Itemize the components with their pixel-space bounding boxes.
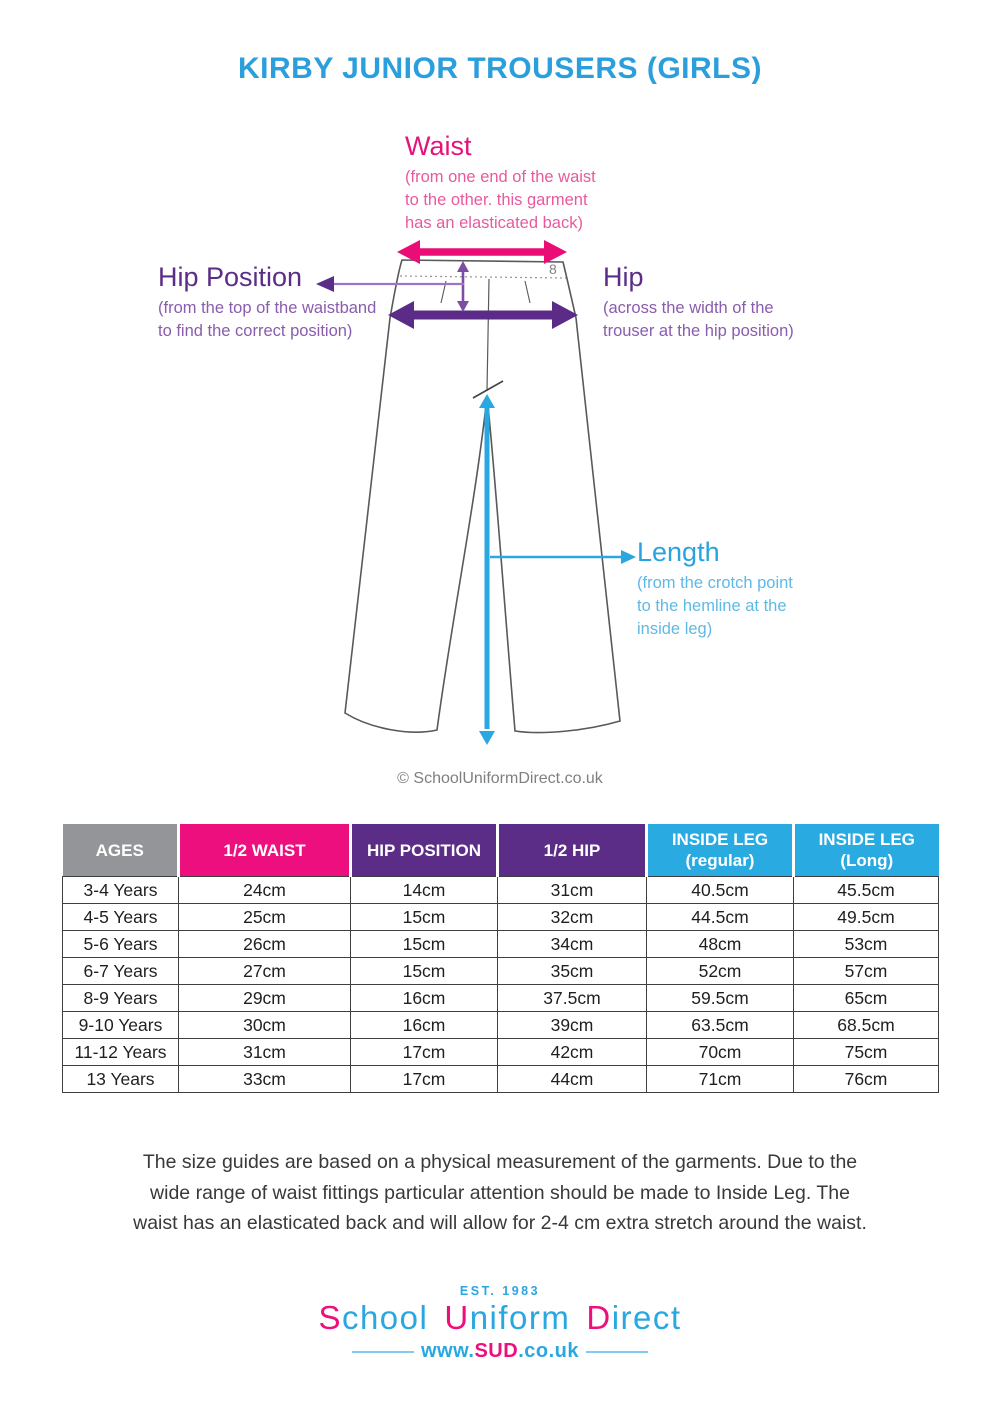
table-cell: 3-4 Years [63,877,179,904]
table-cell: 33cm [179,1066,351,1093]
table-cell: 68.5cm [794,1012,939,1039]
table-cell: 53cm [794,931,939,958]
table-cell: 4-5 Years [63,904,179,931]
col-header-half-hip [498,824,647,877]
hip-position-annotation [158,262,376,343]
table-cell: 37.5cm [498,985,647,1012]
length-annotation-line: to the hemline at the [637,597,787,615]
logo-word-uniform: Uniform [444,1299,571,1336]
table-cell: 42cm [498,1039,647,1066]
col-header-sub: (regular) [685,851,755,870]
table-cell: 15cm [351,958,498,985]
logo-word-school: School [318,1299,429,1336]
table-cell: 13 Years [63,1066,179,1093]
table-cell: 57cm [794,958,939,985]
table-row [63,1066,939,1093]
col-header-hip-position [351,824,498,877]
col-header-inside-leg-regular [647,824,794,877]
size-table [62,824,939,1093]
table-row [63,877,939,904]
table-cell: 11-12 Years [63,1039,179,1066]
table-cell: 17cm [351,1066,498,1093]
logo-word-direct: Direct [586,1299,682,1336]
col-header-sub: (Long) [840,851,894,870]
col-header-label: HIP POSITION [367,840,481,860]
table-cell: 32cm [498,904,647,931]
table-cell: 71cm [647,1066,794,1093]
table-row [63,985,939,1012]
table-cell: 25cm [179,904,351,931]
size-table-body [63,877,939,1093]
table-row [63,1039,939,1066]
hip-position-annotation-line: (from the top of the waistband [158,299,377,317]
logo-url: www.SUD.co.uk [420,1340,579,1362]
table-row [63,958,939,985]
table-cell: 59.5cm [647,985,794,1012]
length-annotation-heading: Length [637,537,720,567]
table-cell: 63.5cm [647,1012,794,1039]
hip-annotation-line: (across the width of the [603,299,774,317]
table-cell: 52cm [647,958,794,985]
table-row [63,1012,939,1039]
tagline-rule-right [586,1351,648,1353]
waist-annotation-line: has an elasticated back) [405,214,583,232]
table-cell: 30cm [179,1012,351,1039]
table-cell: 15cm [351,931,498,958]
hip-annotation [603,262,794,343]
note-line: waist has an elasticated back and will allow for 2-4 cm extra stretch around the waist. [133,1212,867,1234]
page-title: KIRBY JUNIOR TROUSERS (GIRLS) [238,52,762,85]
table-cell: 15cm [351,904,498,931]
table-cell: 45.5cm [794,877,939,904]
table-cell: 8-9 Years [63,985,179,1012]
table-cell: 70cm [647,1039,794,1066]
table-cell: 76cm [794,1066,939,1093]
waistband-size-label: 8 [549,261,557,277]
table-row [63,904,939,931]
waist-annotation [405,131,596,235]
col-header-half-waist [179,824,351,877]
table-cell: 44.5cm [647,904,794,931]
col-header-label: AGES [95,840,144,860]
table-cell: 6-7 Years [63,958,179,985]
table-cell: 49.5cm [794,904,939,931]
table-cell: 40.5cm [647,877,794,904]
logo-established-text: EST. 1983 [459,1284,541,1298]
table-cell: 26cm [179,931,351,958]
waist-annotation-heading: Waist [405,131,472,161]
table-cell: 48cm [647,931,794,958]
hip-annotation-line: trouser at the hip position) [603,322,794,340]
table-row [63,931,939,958]
note-line: The size guides are based on a physical measurement of the garments. Due to the [142,1151,858,1173]
table-cell: 31cm [179,1039,351,1066]
table-cell: 39cm [498,1012,647,1039]
col-header-inside-leg-long [794,824,939,877]
table-cell: 5-6 Years [63,931,179,958]
col-header-label: INSIDE LEG [818,830,915,849]
logo-tagline [0,1340,1000,1363]
trousers-outline [345,260,620,733]
table-cell: 75cm [794,1039,939,1066]
tagline-rule-left [352,1351,414,1353]
table-cell: 17cm [351,1039,498,1066]
col-header-label: 1/2 HIP [543,840,601,860]
hip-position-annotation-line: to find the correct position) [158,322,353,340]
hip-position-annotation-heading: Hip Position [158,262,303,292]
waist-annotation-line: (from one end of the waist [405,168,596,186]
table-cell: 16cm [351,985,498,1012]
table-cell: 65cm [794,985,939,1012]
table-cell: 44cm [498,1066,647,1093]
col-header-label: 1/2 WAIST [223,840,306,860]
col-header-ages [63,824,179,877]
length-annotation-line: inside leg) [637,620,713,638]
table-cell: 29cm [179,985,351,1012]
table-cell: 14cm [351,877,498,904]
hip-annotation-heading: Hip [603,262,644,292]
brand-logo [0,1284,1000,1363]
table-cell: 24cm [179,877,351,904]
table-cell: 35cm [498,958,647,985]
size-guide-note [0,1147,1000,1239]
table-cell: 27cm [179,958,351,985]
copyright-text: © SchoolUniformDirect.co.uk [397,770,603,787]
logo-wordmark [0,1299,1000,1337]
table-cell: 16cm [351,1012,498,1039]
table-cell: 31cm [498,877,647,904]
col-header-label: INSIDE LEG [671,830,769,849]
length-annotation-line: (from the crotch point [637,574,793,592]
size-table-header [63,824,939,877]
length-annotation [637,537,793,641]
table-cell: 34cm [498,931,647,958]
table-cell: 9-10 Years [63,1012,179,1039]
waist-annotation-line: to the other. this garment [405,191,588,209]
note-line: wide range of waist fittings particular attention should be made to Inside Leg. The [150,1181,850,1204]
